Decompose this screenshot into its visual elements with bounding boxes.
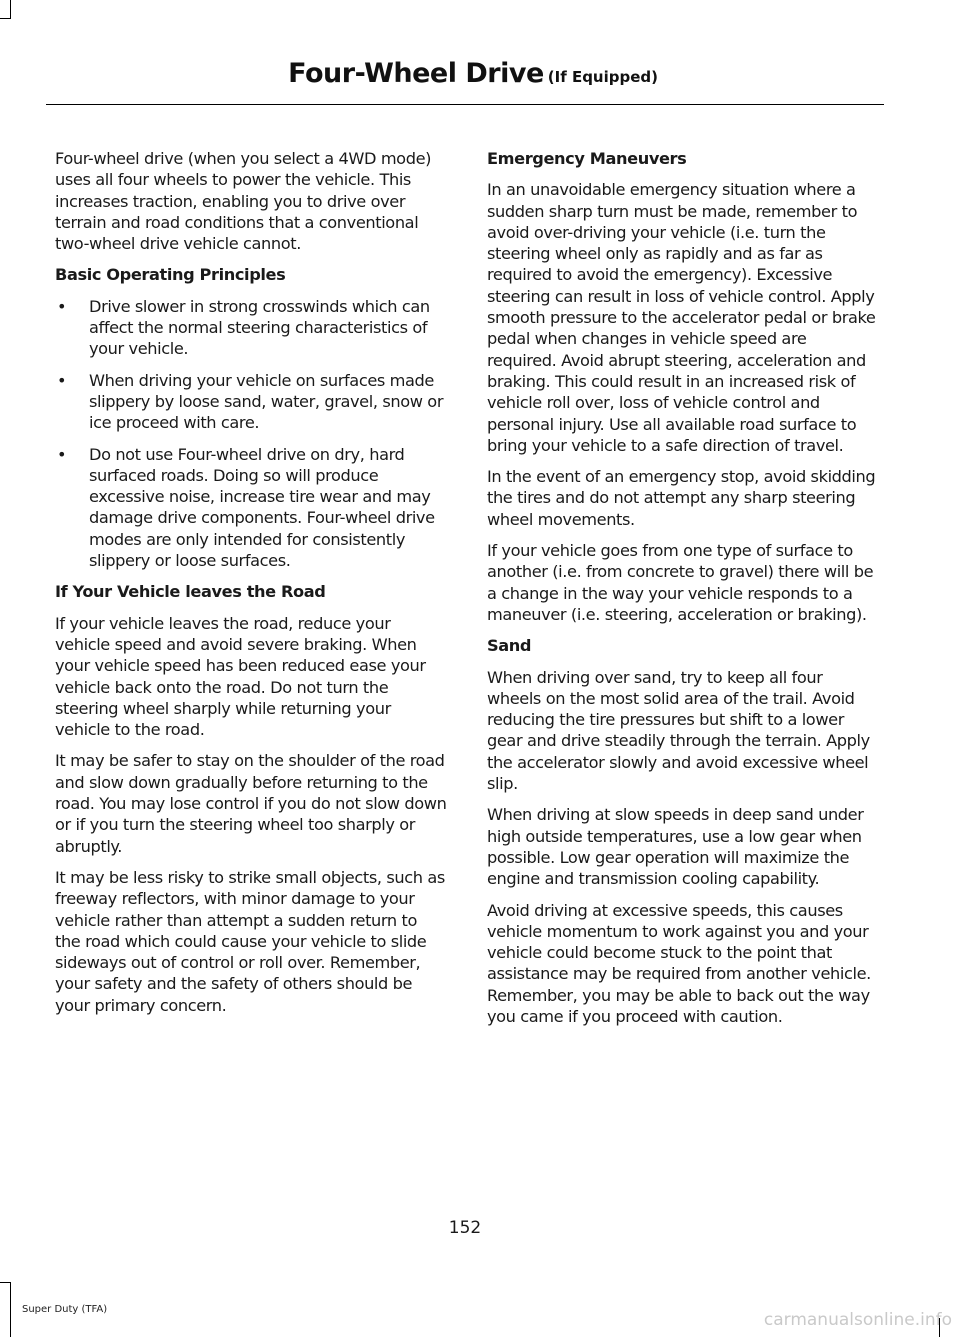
bullet-icon: • [57,370,67,390]
leaves-road-paragraph-2: It may be safer to stay on the shoulder of the road and slow down gradually before returning to the road. You may lose control if you do not slow down or if you turn the steering wheel too sharply or abruptly. [55,751,447,856]
crop-mark-bottom-left-h [0,1282,11,1283]
sand-paragraph-1: When driving over sand, try to keep all four wheels on the most solid area of the trail. Avoid reducing the tire pressures but shift to a lower gear and drive steadily through the terrain. Apply the accelerator slowly and avoid excessive wheel slip. [487,667,870,794]
left-column [55,148,447,1026]
intro-paragraph: Four-wheel drive (when you select a 4WD mode) uses all four wheels to power the vehicle. This increases traction, enabling you to drive over terrain and road conditions that a conventional two-wheel drive vehicle cannot. [55,149,432,254]
crop-mark-bottom-left-v [10,1282,11,1337]
page-number: 152 [448,1218,482,1238]
leaves-road-paragraph-1: If your vehicle leaves the road, reduce your vehicle speed and avoid severe braking. When your vehicle speed has been reduced ease your vehicle back onto the road. Do not turn the steering wheel sharply while returning your vehicle to the road. [55,613,426,740]
leaves-road-heading: If Your Vehicle leaves the Road [55,582,326,602]
bullet-item [55,296,447,360]
page-title [288,58,658,89]
section-title: Four-Wheel Drive [288,58,544,89]
bullet-icon: • [57,444,67,464]
sand-paragraph-2: When driving at slow speeds in deep sand under high outside temperatures, use a low gear when possible. Low gear operation will maximize the engine and transmission cooling capability. [487,805,864,889]
crop-mark-top-left-h [0,18,11,19]
crop-mark-top-left-v [10,0,11,18]
watermark: carmanualsonline.info [763,1310,952,1330]
right-column [487,148,879,1037]
basic-principles-heading: Basic Operating Principles [55,265,286,285]
sand-heading: Sand [487,636,532,656]
bullet-item [55,370,447,434]
if-equipped-label: (If Equipped) [547,68,658,86]
emergency-paragraph-1: In an unavoidable emergency situation where a sudden sharp turn must be made, remember to avoid over-driving your vehicle (i.e. turn the steering wheel only as rapidly and as far as required to avoid the emergency). Excessive steering can result in loss of vehicle control. Apply smooth pressure to the accelerator pedal or brake pedal when changes in vehicle speed are required. Avoid abrupt steering, acceleration and braking. This could result in an increased risk of vehicle roll over, loss of vehicle control and personal injury. Use all available road surface to bring your vehicle to a safe direction of travel. [487,180,876,455]
bullet-text: Drive slower in strong crosswinds which can affect the normal steering characteristics of your vehicle. [89,296,430,359]
bullet-item [55,444,447,572]
sand-paragraph-3: Avoid driving at excessive speeds, this causes vehicle momentum to work against you and your vehicle could become stuck to the point that assistance may be required from another vehicle. Remember, you may be able to back out the way you came if you proceed with caution. [487,900,871,1026]
model-label: Super Duty (TFA) [22,1304,108,1315]
leaves-road-paragraph-3: It may be less risky to strike small objects, such as freeway reflectors, with minor damage to your vehicle rather than attempt a sudden return to the road which could cause your vehicle to slide sideways out of control or roll over. Remember, your safety and the safety of others should be your primary concern. [55,867,445,1015]
header-divider [46,104,884,105]
bullet-icon: • [57,296,67,316]
bullet-text: Do not use Four-wheel drive on dry, hard surfaced roads. Doing so will produce excessive noise, increase tire wear and may damage drive components. Four-wheel drive modes are only intended for consistently slippery or loose surfaces. [89,444,435,571]
bullet-text: When driving your vehicle on surfaces made slippery by loose sand, water, gravel, snow or ice proceed with care. [89,370,444,433]
emergency-paragraph-3: If your vehicle goes from one type of surface to another (i.e. from concrete to gravel) there will be a change in the way your vehicle responds to a maneuver (i.e. steering, acceleration or braking). [487,541,874,624]
emergency-paragraph-2: In the event of an emergency stop, avoid skidding the tires and do not attempt any sharp steering wheel movements. [487,467,876,529]
emergency-maneuvers-heading: Emergency Maneuvers [487,149,687,168]
